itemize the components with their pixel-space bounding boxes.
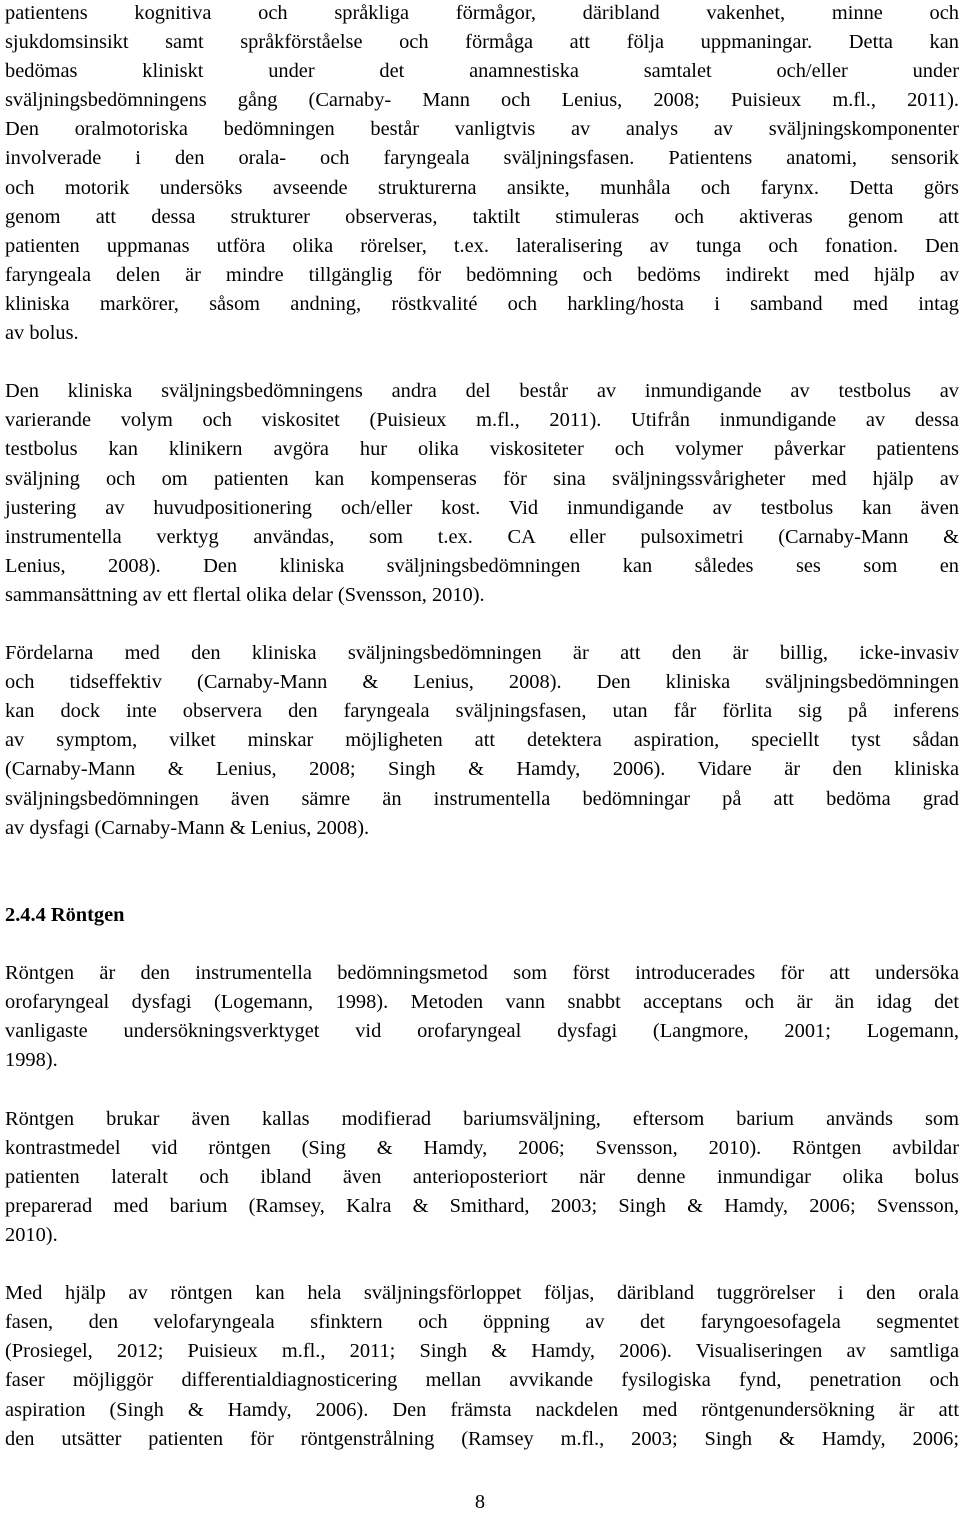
- text-line: vanligaste undersökningsverktyget vid orofaryngeal dysfagi (Langmore, 2001; Logemann,: [5, 1020, 959, 1043]
- paragraph-spacer: [5, 930, 959, 959]
- paragraph-spacer: [5, 610, 959, 639]
- text-line: kan dock inte observera den faryngeala sväljningsfasen, utan får förlita sig på inferens: [5, 700, 959, 723]
- text-line: fasen, den velofaryngeala sfinktern och öppning av det faryngoesofagela segmentet: [5, 1311, 959, 1334]
- paragraph-spacer: [5, 348, 959, 377]
- text-line: instrumentella verktyg användas, som t.ex. CA eller pulsoximetri (Carnaby-Mann &: [5, 525, 959, 548]
- text-line: sväljningsbedömningen även sämre än instrumentella bedömningar på att bedöma grad: [5, 787, 959, 810]
- text-line: Röntgen brukar även kallas modifierad bariumsväljning, eftersom barium används som: [5, 1107, 959, 1130]
- text-line: genom att dessa strukturer observeras, taktilt stimuleras och aktiveras genom att: [5, 205, 959, 228]
- text-line: Den kliniska sväljningsbedömningens andra del består av inmundigande av testbolus av: [5, 380, 959, 403]
- text-line: den utsätter patienten för röntgenstrålning (Ramsey m.fl., 2003; Singh & Hamdy, 2006;: [5, 1427, 959, 1450]
- text-line: (Prosiegel, 2012; Puisieux m.fl., 2011; Singh & Hamdy, 2006). Visualiseringen av samtliga: [5, 1340, 959, 1363]
- page-number: 8: [474, 1491, 486, 1513]
- paragraph-testbolus: [5, 377, 959, 610]
- text-line: kliniska markörer, såsom andning, röstkvalité och harkling/hosta i samband med intag: [5, 292, 959, 315]
- text-line: patientens kognitiva och språkliga förmågor, däribland vakenhet, minne och: [5, 2, 959, 24]
- text-line: av bolus.: [5, 322, 79, 345]
- text-line: aspiration (Singh & Hamdy, 2006). Den främsta nackdelen med röntgenundersökning är att: [5, 1398, 959, 1421]
- text-line: kontrastmedel vid röntgen (Sing & Hamdy, 2006; Svensson, 2010). Röntgen avbildar: [5, 1136, 959, 1159]
- text-line: patienten lateralt och ibland även anterioposteriort när denne inmundigar olika bolus: [5, 1165, 959, 1188]
- section-heading: 2.4.4 Röntgen: [5, 903, 125, 926]
- text-line: Lenius, 2008). Den kliniska sväljningsbedömningen kan således ses som en: [5, 554, 959, 577]
- text-line: Fördelarna med den kliniska sväljningsbedömningen är att den är billig, icke-invasiv: [5, 642, 959, 665]
- text-line: 1998).: [5, 1049, 58, 1072]
- paragraph-visualisation: [5, 1279, 959, 1454]
- paragraph-advantages: [5, 639, 959, 843]
- text-line: 2010).: [5, 1223, 58, 1246]
- text-line: och tidseffektiv (Carnaby-Mann & Lenius, 2008). Den kliniska sväljningsbedömningen: [5, 671, 959, 694]
- paragraph-spacer: [5, 1250, 959, 1279]
- text-line: sjukdomsinsikt samt språkförståelse och förmåga att följa uppmaningar. Detta kan: [5, 31, 959, 54]
- document-page: [5, 0, 959, 1454]
- text-line: patienten uppmanas utföra olika rörelser, t.ex. lateralisering av tunga och fonation. Den: [5, 234, 959, 257]
- text-line: sväljningsbedömningens gång (Carnaby- Mann och Lenius, 2008; Puisieux m.fl., 2011).: [5, 89, 959, 112]
- text-line: (Carnaby-Mann & Lenius, 2008; Singh & Hamdy, 2006). Vidare är den kliniska: [5, 758, 959, 781]
- text-line: Röntgen är den instrumentella bedömningsmetod som först introducerades för att undersöka: [5, 962, 959, 985]
- text-line: faryngeala delen är mindre tillgänglig för bedömning och bedöms indirekt med hjälp av: [5, 263, 959, 286]
- text-line: av dysfagi (Carnaby-Mann & Lenius, 2008).: [5, 816, 370, 839]
- paragraph-barium: [5, 1105, 959, 1250]
- paragraph-spacer: [5, 872, 959, 901]
- text-line: av symptom, vilket minskar möjligheten att detektera aspiration, speciellt tyst sådan: [5, 729, 959, 752]
- text-line: sammansättning av ett flertal olika delar (Svensson, 2010).: [5, 583, 485, 606]
- text-line: Med hjälp av röntgen kan hela sväljningsförloppet följas, däribland tuggrörelser i den orala: [5, 1282, 959, 1305]
- text-line: sväljning och om patienten kan kompenseras för sina sväljningssvårigheter med hjälp av: [5, 467, 959, 490]
- text-line: varierande volym och viskositet (Puisieux m.fl., 2011). Utifrån inmundigande av dessa: [5, 409, 959, 432]
- text-line: och motorik undersöks avseende strukturerna ansikte, munhåla och farynx. Detta görs: [5, 176, 959, 199]
- text-line: faser möjliggör differentialdiagnosticering mellan avvikande fysilogiska fynd, penetration och: [5, 1369, 959, 1392]
- paragraph-intro-assessment: [5, 0, 959, 348]
- text-line: orofaryngeal dysfagi (Logemann, 1998). Metoden vann snabbt acceptans och är än idag det: [5, 991, 959, 1014]
- text-line: justering av huvudpositionering och/eller kost. Vid inmundigande av testbolus kan även: [5, 496, 959, 519]
- paragraph-spacer: [5, 843, 959, 872]
- paragraph-rontgen-intro: [5, 959, 959, 1075]
- text-line: involverade i den orala- och faryngeala sväljningsfasen. Patientens anatomi, sensorik: [5, 147, 959, 170]
- text-line: testbolus kan klinikern avgöra hur olika viskositeter och volymer påverkar patientens: [5, 438, 959, 461]
- text-line: bedömas kliniskt under det anamnestiska samtalet och/eller under: [5, 60, 959, 83]
- text-line: Den oralmotoriska bedömningen består vanligtvis av analys av sväljningskomponenter: [5, 118, 959, 141]
- text-line: preparerad med barium (Ramsey, Kalra & Smithard, 2003; Singh & Hamdy, 2006; Svensson,: [5, 1194, 959, 1217]
- paragraph-spacer: [5, 1075, 959, 1104]
